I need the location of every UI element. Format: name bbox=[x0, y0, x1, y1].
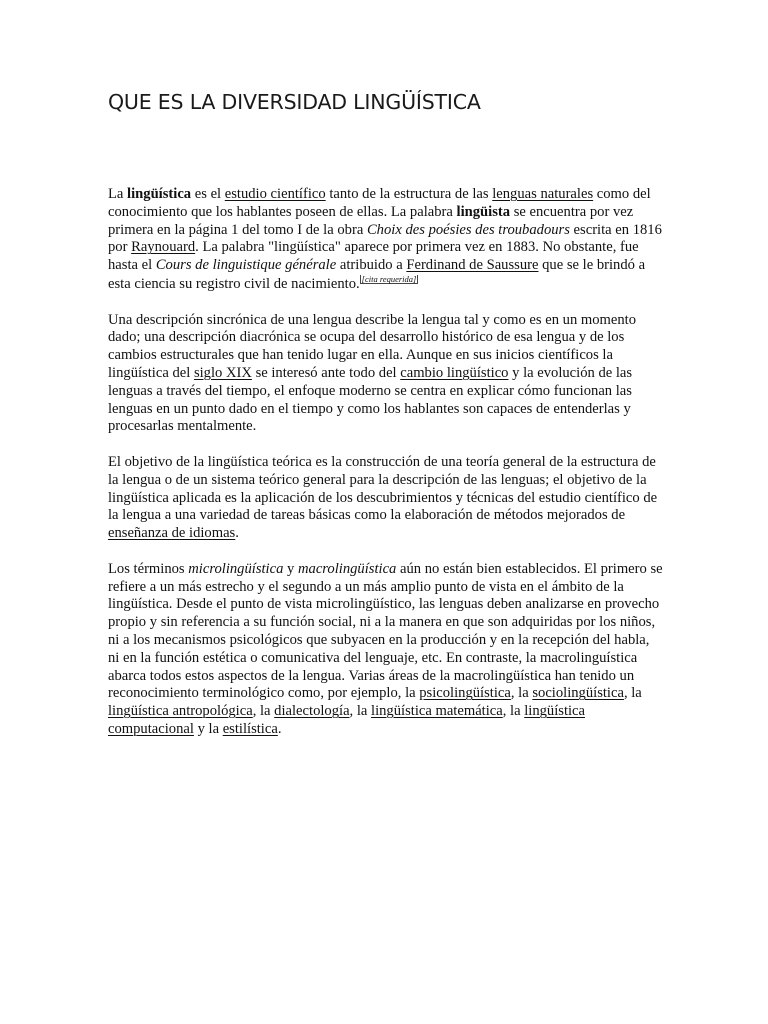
link-linguistica-computacional[interactable]: lingüística computacional bbox=[108, 703, 586, 737]
text-run: atribuido a bbox=[336, 257, 407, 274]
text-run: , la bbox=[252, 703, 275, 720]
paragraph-objective bbox=[108, 454, 664, 543]
link-sociolinguistica[interactable]: sociolingüística bbox=[532, 685, 624, 702]
bold-term-linguista: lingüista bbox=[456, 203, 511, 220]
citation-needed-superscript[interactable]: [cita requerida] bbox=[361, 273, 417, 284]
link-estudio-cientifico[interactable]: estudio científico bbox=[224, 186, 326, 202]
paragraph-synchronic-diachronic bbox=[108, 312, 664, 437]
text-run: . bbox=[277, 720, 282, 737]
text-run: . La palabra "lingüística" aparece por primera vez en 1883. No obstante, fue hasta el bbox=[108, 239, 639, 274]
link-siglo-xix[interactable]: siglo XIX bbox=[193, 364, 252, 381]
paragraph-definition bbox=[108, 186, 664, 294]
italic-term-microlinguistica: microlingüística bbox=[188, 560, 284, 577]
text-run: y la evolución de las lenguas a través del tiempo, el enfoque moderno se centra en explicar cómo funcionan las lenguas en un punto dado en el tiempo y como los hablantes son capaces de entenderlas y procesarlas mentalmente. bbox=[108, 364, 633, 435]
text-run: Una descripción sincrónica de una lengua describe la lengua tal y como es en un momento dado; una descripción diacrónica se ocupa del desarrollo histórico de esa lengua y de los cambios estructurales que han tenido lugar en ella. Aunque en sus inicios científicos la lingüística del bbox=[108, 311, 637, 381]
link-lenguas-naturales[interactable]: lenguas naturales bbox=[492, 186, 594, 202]
text-run: La bbox=[108, 186, 128, 202]
text-run: que se le brindó a esta ciencia su registro civil de nacimiento. bbox=[108, 257, 646, 292]
link-estilistica[interactable]: estilística bbox=[222, 720, 278, 737]
text-run: y bbox=[283, 560, 298, 577]
link-psicolinguistica[interactable]: psicolingüística bbox=[419, 685, 511, 702]
italic-term-macrolinguistica: macrolingüística bbox=[297, 560, 397, 577]
text-run: se encuentra por vez primera en la página 1 del tomo I de la obra bbox=[108, 203, 634, 238]
italic-book-title: Choix des poésies des troubadours bbox=[366, 221, 570, 238]
text-run: y la bbox=[193, 720, 223, 737]
paragraph-micro-macro bbox=[108, 561, 664, 739]
text-run: El objetivo de la lingüística teórica es la construcción de una teoría general de la estructura de la lengua o de un sistema teórico general para la descripción de las lenguas; el objetivo de la lingüística aplicada es la aplicación de los descubrimientos y técnicas del estudio científico de la lengua a una variedad de tareas básicas como la elaboración de métodos mejorados de bbox=[108, 453, 658, 524]
link-linguistica-matematica[interactable]: lingüística matemática bbox=[371, 703, 503, 720]
link-ferdinand-de-saussure[interactable]: Ferdinand de Saussure bbox=[406, 257, 539, 274]
text-run: Los términos bbox=[108, 560, 189, 577]
document-body bbox=[108, 186, 664, 757]
text-run: , la bbox=[623, 685, 642, 702]
bold-term-linguistica: lingüística bbox=[127, 186, 192, 202]
text-run: , la bbox=[502, 703, 525, 720]
link-cambio-linguistico[interactable]: cambio lingüístico bbox=[400, 364, 509, 381]
link-dialectologia[interactable]: dialectología bbox=[274, 703, 350, 720]
text-run: como del conocimiento que los hablantes poseen de ellas. La palabra bbox=[108, 186, 651, 220]
text-run: , la bbox=[510, 685, 533, 702]
text-run: , la bbox=[349, 703, 372, 720]
link-linguistica-antropologica[interactable]: lingüística antropológica bbox=[108, 703, 253, 720]
page-title: QUE ES LA DIVERSIDAD LINGÜÍSTICA bbox=[108, 90, 481, 114]
text-run: tanto de la estructura de las bbox=[325, 186, 493, 202]
text-run: . bbox=[235, 525, 239, 542]
italic-book-title: Cours de linguistique générale bbox=[155, 257, 337, 274]
text-run: aún no están bien establecidos. El primero se refiere a un más estrecho y el segundo a un más amplio punto de vista en el ámbito de la lingüística. Desde el punto de vista microlingüístico, las lenguas deben analizarse en provecho propio y sin referencia a su función social, ni a la manera en que son adquiridas por los niños, ni a los mecanismos psicológicos que subyacen en la producción y en la recepción del habla, ni en la función estética o comunicativa del lenguaje, etc. En contraste, la macrolinguística abarca todos estos aspectos de la lengua. Varias áreas de la macrolingüística han tenido un reconocimiento terminológico como, por ejemplo, la bbox=[108, 560, 663, 702]
text-run: escrita en 1816 por bbox=[108, 221, 662, 256]
link-ensenanza-de-idiomas[interactable]: enseñanza de idiomas bbox=[108, 525, 236, 542]
text-run: es el bbox=[191, 186, 225, 202]
link-raynouard[interactable]: Raynouard bbox=[131, 239, 196, 256]
text-run: se interesó ante todo del bbox=[251, 364, 401, 381]
